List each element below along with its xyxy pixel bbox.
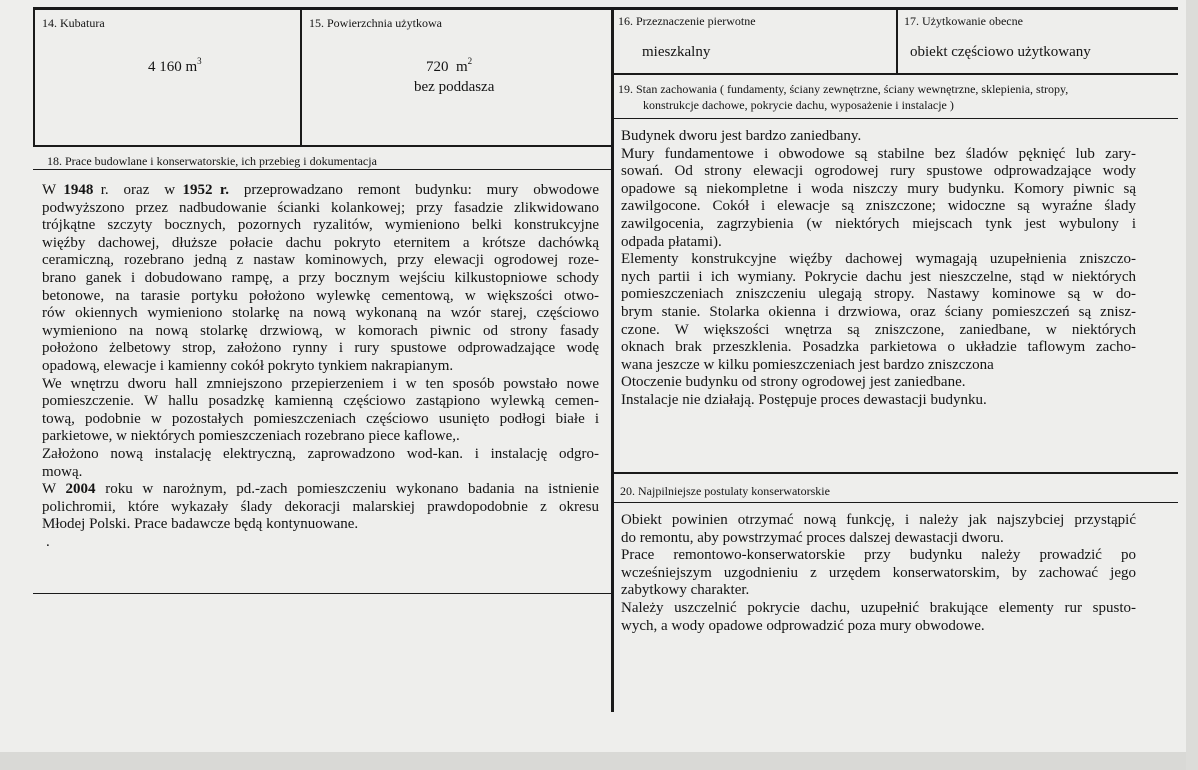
stan-line: sowań. Od strony elewacji ogrodowej rury spustowe odprowadzające wody — [621, 163, 1136, 180]
prace-line: ceramiczną, rozebrano jedną z nastaw kominowych, przy elewacji ogrodowej roze- — [42, 252, 599, 269]
postulaty-line: wych, a wody opadowe odprowadzić poza mury obwodowe. — [621, 617, 985, 634]
prace-line: polichromii, które wykazały ślady dekoracji malarskiej prawdopodobnie z okresu — [42, 498, 599, 515]
prace-2004-line — [42, 481, 599, 499]
prace-line: trójkątne szczyty bocznych, pozornych ryzalitów, wymieniono belki konstrukcyjne — [42, 217, 599, 234]
kubatura-value — [148, 56, 202, 76]
stan-line: zawilgocenia, zagrzybienia (w niektórych miejscach tynk jest wybulony i — [621, 215, 1136, 232]
stan-line: opadowe są niekompletne i woda niszczy mury budynku. Komory piwnic są — [621, 180, 1136, 197]
kubatura-number: 4 160 m — [148, 59, 198, 75]
scan-edge-right — [1186, 0, 1198, 770]
przeznaczenie-label: 16. Przeznaczenie pierwotne — [618, 14, 756, 28]
postulaty-line: do remontu, aby powstrzymać proces dalszej dewastacji dworu. — [621, 529, 1004, 546]
prace-line: Młodej Polski. Prace badawcze będą kontynuowane. — [42, 516, 359, 533]
przeznaczenie-value: mieszkalny — [642, 44, 711, 60]
prace-mid: r. oraz w — [93, 182, 183, 198]
rule-under-14-15 — [33, 145, 613, 147]
powierzchnia-label: 15. Powierzchnia użytkowa — [309, 16, 442, 30]
kubatura-unit-sup: 3 — [197, 56, 202, 66]
postulaty-line: Należy uszczelnić pokrycie dachu, uzupełnić brakujące elementy rur spusto- — [621, 599, 1136, 616]
powierzchnia-value — [426, 56, 473, 76]
uzytkowanie-label: 17. Użytkowanie obecne — [904, 14, 1023, 28]
prace-year-1952: 1952 — [182, 182, 213, 198]
stan-line: zawilgocone. Cokół i elewacje są zniszczone; widoczne są wyraźne ślady — [621, 198, 1136, 215]
center-divider — [611, 7, 614, 712]
prace-line: opadową, elewacje i kamienny cokół pokryto tynkiem nakrapianym. — [42, 357, 454, 374]
prace-line: położono żelbetowy strop, założono rynny i rury spustowe odprowadzające wodę — [42, 340, 599, 357]
prace-line: wymieniono na nową stolarkę drzwiową, w komorach piwnic od strony fasady — [42, 322, 599, 339]
prace-line: We wnętrzu dworu hall zmniejszono przepierzeniem i w ten sposób powstało nowe — [42, 375, 599, 392]
prace-text — [42, 182, 599, 551]
stan-line: oknach brak przeszklenia. Posadzka parkietowa o układzie taflowym zacho- — [621, 339, 1136, 356]
stan-line: Otoczenie budynku od strony ogrodowej jest zaniedbane. — [621, 374, 966, 391]
prace-line: więźby dachowej, dłuższe połacie dachu pokryto eternitem a krótsze dachówką — [42, 234, 599, 251]
prace-year-1948: 1948 — [63, 182, 94, 198]
rule-under-18-label — [33, 169, 613, 170]
stan-line: wana jeszcze w kilku pomieszczeniach jest bardzo zniszczona — [621, 356, 994, 373]
prace-line: Założono nową instalację elektryczną, zaprowadzono wod-kan. i instalację odgro- — [42, 445, 599, 462]
prace-year-2004: 2004 — [65, 481, 96, 498]
stan-line: Elementy konstrukcyjne więźby dachowej wymagają uzupełnienia zniszczo- — [621, 251, 1136, 268]
prace-2004-pre: W — [42, 481, 66, 498]
powierzchnia-number: 720 m — [426, 59, 468, 75]
prace-2004-post: roku w narożnym, pd.-zach pomieszczeniu wykonano badania na istnienie — [95, 481, 599, 498]
prace-line: parkietowe, w niektórych pomieszczeniach rozebrano piece kaflowe,. — [42, 428, 460, 445]
rule-above-20 — [613, 472, 1178, 474]
prace-trailing-dot: . — [46, 533, 50, 550]
stan-line: brym stanie. Stolarka okienna i drzwiowa, oraz ściany pomieszczeń są znisz- — [621, 303, 1136, 320]
stan-line: Instalacje nie działają. Postępuje proces dewastacji budynku. — [621, 391, 987, 408]
bottom-border-left — [33, 593, 613, 594]
divider-16-17 — [896, 7, 898, 75]
rule-under-20-label — [613, 502, 1178, 503]
postulaty-line: Prace remontowo-konserwatorskie przy budynku należy prowadzić po — [621, 547, 1136, 564]
stan-line: odpada płatami). — [621, 233, 722, 250]
prace-line: rów okiennych wymieniono stolarkę na nową wykonaną na wzór starej, częściowo — [42, 305, 599, 322]
powierzchnia-note: bez poddasza — [414, 79, 495, 95]
stan-line: Mury fundamentowe i obwodowe są stabilne bez śladów pęknięć lub zary- — [621, 145, 1136, 162]
prace-first-line — [42, 182, 599, 200]
prace-line: tową, podobnie w pozostałych pomieszczeniach częściowo usunięto podłogi białe i — [42, 410, 599, 427]
prace-line: brano ganek i dobudowano rampę, a przy bocznym wejściu kilkustopniowe schody — [42, 269, 599, 286]
postulaty-line: zabytkowy charakter. — [621, 582, 750, 599]
left-border — [33, 7, 35, 147]
stan-line: czone. W większości wnętrza są zniszczone, zaniedbane, w niektórych — [621, 321, 1136, 338]
postulaty-line: wcześniejszym uzgodnieniu z urzędem konserwatorskim, by zachować jego — [621, 564, 1136, 581]
top-border — [33, 7, 1178, 10]
prace-r: r. — [212, 182, 229, 198]
stan-text — [621, 128, 1136, 410]
stan-label-line2: konstrukcje dachowe, pokrycie dachu, wyposażenie i instalacje ) — [643, 98, 954, 112]
rule-under-16-17 — [613, 73, 1178, 75]
stan-line: Budynek dworu jest bardzo zaniedbany. — [621, 128, 862, 144]
divider-14-15 — [300, 7, 302, 147]
stan-label-line1: 19. Stan zachowania ( fundamenty, ściany zewnętrzne, ściany wewnętrzne, sklepienia, stropy, — [618, 82, 1069, 96]
scan-edge-bottom — [0, 752, 1198, 770]
prace-first-rest: przeprowadzano remont budynku: mury obwodowe — [228, 182, 600, 198]
postulaty-text — [621, 512, 1136, 635]
prace-line: podwyższono przez nadbudowanie ścianki kolankowej; przy fasadzie zlikwidowano — [42, 199, 599, 216]
rule-under-19-label — [613, 118, 1178, 119]
kubatura-label: 14. Kubatura — [42, 16, 105, 30]
uzytkowanie-value: obiekt częściowo użytkowany — [910, 44, 1091, 60]
stan-line: pomieszczeniach zniszczeniu ulegają stropy. Nastawy kominowe są w do- — [621, 286, 1136, 303]
prace-label: 18. Prace budowlane i konserwatorskie, ich przebieg i dokumentacja — [47, 154, 377, 168]
stan-line: nych partii i ich wymiany. Pokrycie dachu jest nieszczelne, stąd w niektórych — [621, 268, 1136, 285]
powierzchnia-unit-sup: 2 — [467, 56, 473, 66]
postulaty-label: 20. Najpilniejsze postulaty konserwatorskie — [620, 484, 830, 498]
prace-line: pomieszczenie. W hallu posadzkę kamienną częściowo zastąpiono wylewką cemen- — [42, 393, 599, 410]
postulaty-line: Obiekt powinien otrzymać nową funkcję, i należy jak najszybciej przystąpić — [621, 512, 1136, 528]
prace-line: mową. — [42, 463, 83, 480]
prace-w: W — [42, 182, 64, 198]
prace-line: betonowe, na tarasie portyku położono wylewkę cementową, w większości otwo- — [42, 287, 599, 304]
